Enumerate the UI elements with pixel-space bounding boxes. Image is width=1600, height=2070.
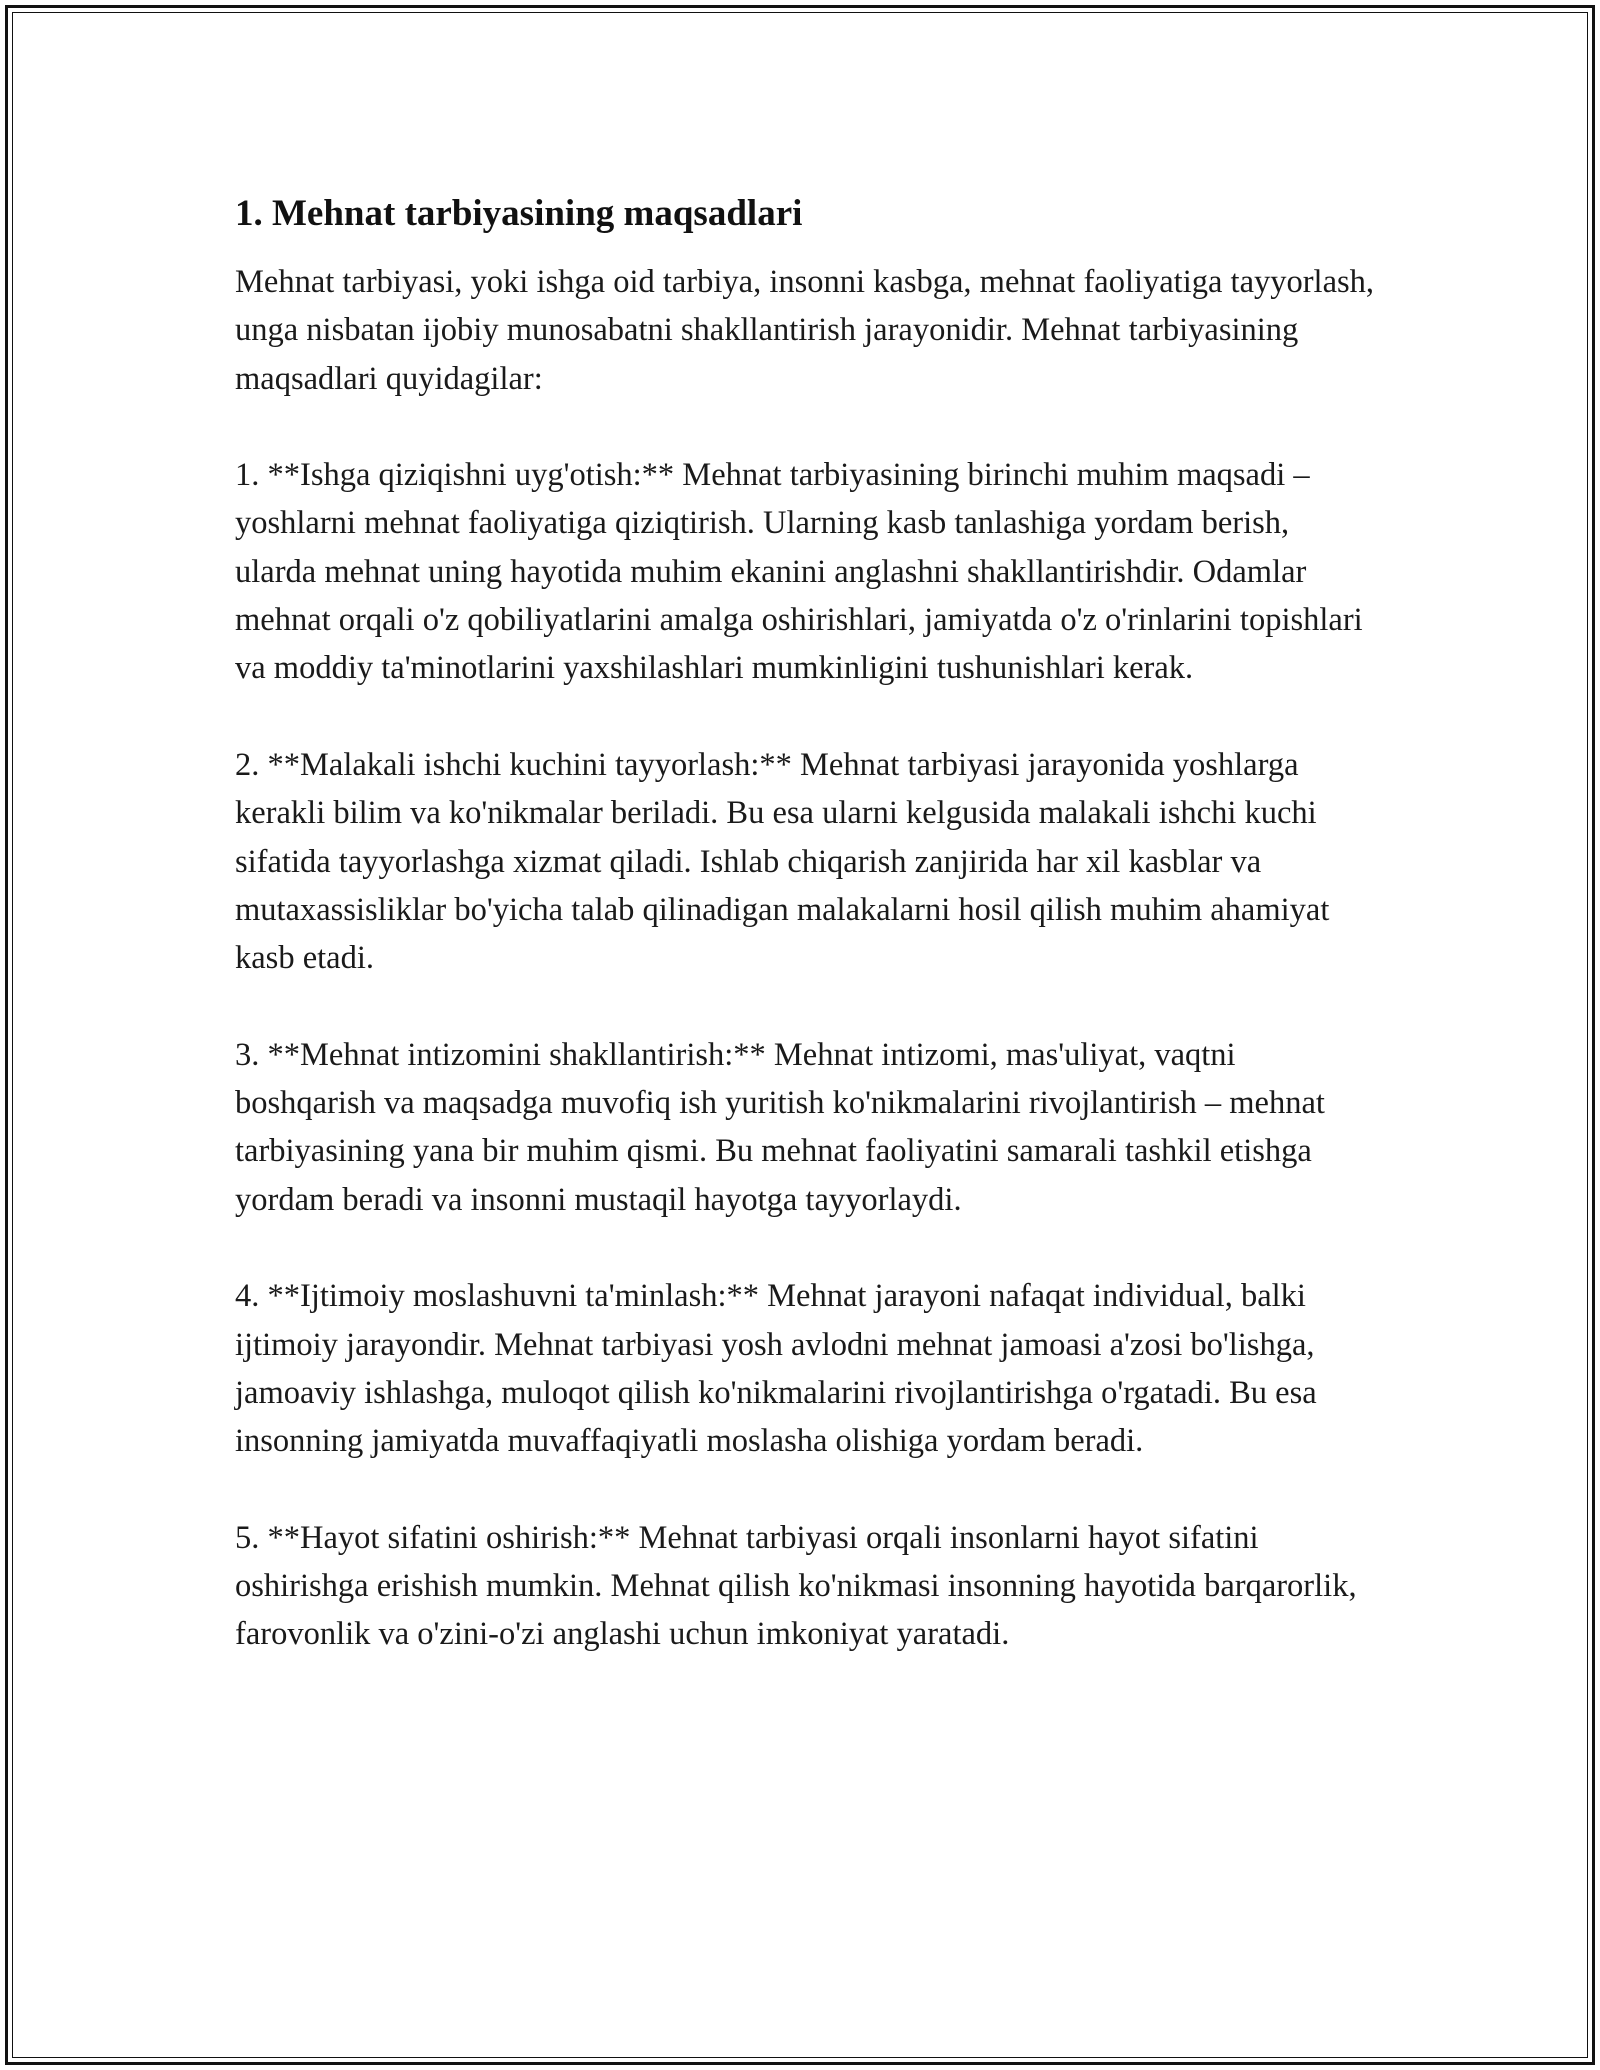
list-item-3: 3. **Mehnat intizomini shakllantirish:** Mehnat intizomi, mas'uliyat, vaqtni boshqarish va maqsadga muvofiq ish yuritish ko'nikmalarini rivojlantirish – mehnat tarbiyasining yana bir muhim qismi. Bu mehnat faoliyatini samarali tashkil etishga yordam beradi va insonni mustaqil hayotga tayyorlaydi. xyxy=(235,1036,1325,1218)
list-item-2: 2. **Malakali ishchi kuchini tayyorlash:** Mehnat tarbiyasi jarayonida yoshlarga kerakli bilim va ko'nikmalar beriladi. Bu esa ularni kelgusida malakali ishchi kuchi sifatida tayyorlashga xizmat qiladi. Ishlab chiqarish zanjirida har xil kasblar va mutaxassisliklar bo'yicha talab qilinadigan malakalarni hosil qilish muhim ahamiyat kasb etadi. xyxy=(235,746,1330,977)
document-body xyxy=(235,190,1375,1659)
list-item-1: 1. **Ishga qiziqishni uyg'otish:** Mehnat tarbiyasining birinchi muhim maqsadi – yoshlarni mehnat faoliyatiga qiziqtirish. Ularning kasb tanlashiga yordam berish, ularda mehnat uning hayotida muhim ekanini anglashni shakllantirishdir. Odamlar mehnat orqali o'z qobiliyatlarini amalga oshirishlari, jamiyatda o'z o'rinlarini topishlari va moddiy ta'minotlarini yaxshilashlari mumkinligini tushunishlari kerak. xyxy=(235,457,1363,687)
document-title: 1. Mehnat tarbiyasining maqsadlari xyxy=(235,193,803,234)
list-item-4: 4. **Ijtimoiy moslashuvni ta'minlash:** Mehnat jarayoni nafaqat individual, balki ijtimoiy jarayondir. Mehnat tarbiyasi yosh avlodni mehnat jamoasi a'zosi bo'lishga, jamoaviy ishlashga, muloqot qilish ko'nikmalarini rivojlantirishga o'rgatadi. Bu esa insonning jamiyatda muvaffaqiyatli moslasha olishiga yordam beradi. xyxy=(235,1278,1317,1460)
intro-paragraph: Mehnat tarbiyasi, yoki ishga oid tarbiya, insonni kasbga, mehnat faoliyatiga tayyorlash, unga nisbatan ijobiy munosabatni shakllantirish jarayonidir. Mehnat tarbiyasining maqsadlari quyidagilar: xyxy=(235,264,1375,397)
list-item-5: 5. **Hayot sifatini oshirish:** Mehnat tarbiyasi orqali insonlarni hayot sifatini oshirishga erishish mumkin. Mehnat qilish ko'nikmasi insonning hayotida barqarorlik, farovonlik va o'zini-o'zi anglashi uchun imkoniyat yaratadi. xyxy=(235,1519,1357,1653)
